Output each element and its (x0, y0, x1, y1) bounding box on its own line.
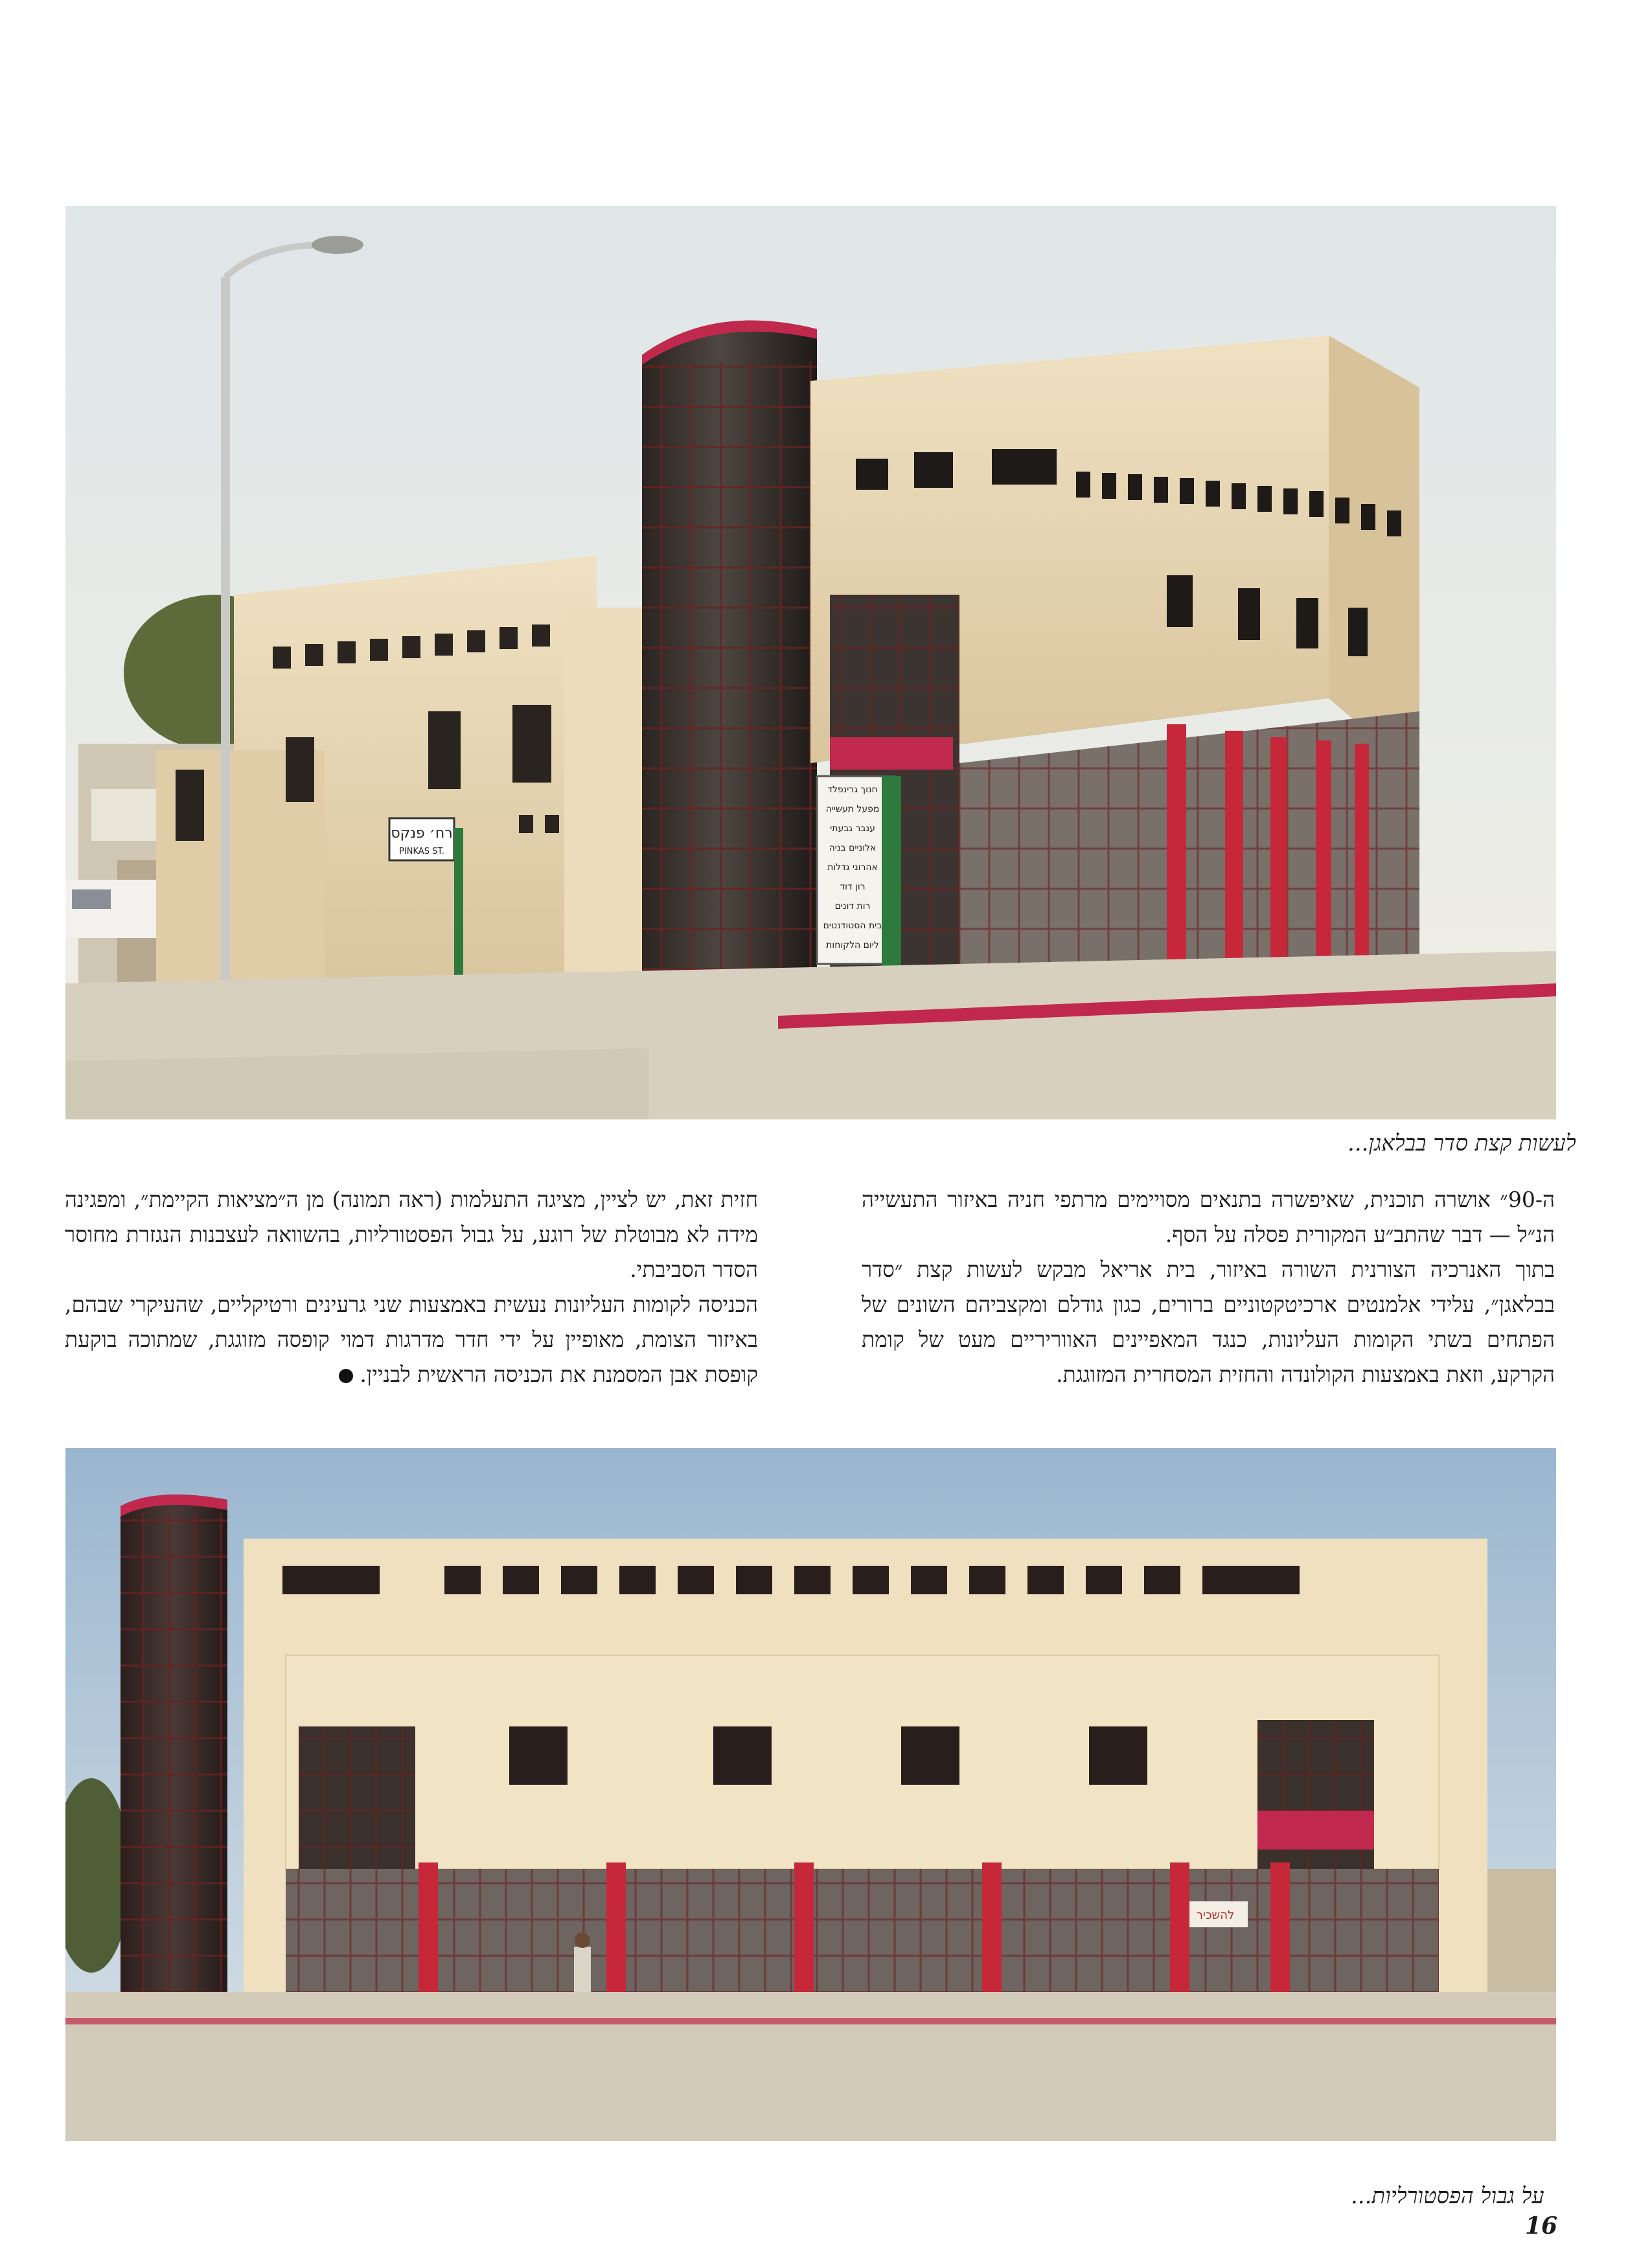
directory-entry: ענבר גבעתי (830, 823, 875, 834)
article-column-right (862, 1182, 1555, 1392)
directory-entry: חנוך גרינפלד (827, 785, 878, 795)
directory-entry: רון דוד (840, 882, 866, 892)
shop-sign-text: להשכיר (1196, 1908, 1235, 1922)
page-number: 16 (1525, 2212, 1558, 2240)
paragraph: הכניסה לקומות העליונות נעשית באמצעות שני גרעינים ורטיקליים, שהעיקרי שבהם, באיזור הצומת, מאופיין על ידי חדר מדרגות דמוי קופסה מזוגגת, שמתוכה בוקעת קופסת אבן המסמנת את הכניסה הראשית לבניין. (65, 1292, 758, 1387)
photo-building-corner-view (65, 206, 1556, 1119)
street-sign-en-text: PINKAS ST. (399, 847, 444, 856)
paragraph: חזית זאת, יש לציין, מציגה התעלמות (ראה תמונה) מן ה״מציאות הקיימת״, ומפגינה מידה לא מבוטלת של רוגע, על גבול הפסטורליות, בהשוואה לעצבנות הנגזרת מחוסר הסדר הסביבתי. (65, 1187, 758, 1282)
directory-entry: בית הסטודנטים (823, 921, 882, 931)
caption-bottom-photo: על גבול הפסטורליות... (1351, 2183, 1544, 2209)
photo-building-front-view (65, 1448, 1556, 2141)
directory-entry: אלוניים בניה (829, 843, 877, 853)
caption-top-photo: לעשות קצת סדר בבלאגן... (1348, 1130, 1576, 1156)
paragraph: בתוך האנרכיה הצורנית השורה באיזור, בית אריאל מבקש לעשות קצת ״סדר בבלאגן״, עלידי אלמנטים ארכיטקטוניים ברורים, כגון גודלם ומקצביהם השונים של הפתחים בשתי הקומות העליונות, כנגד המאפיינים האווריריים מעט של קומת הקרקע, וזאת באמצעות הקולונדה והחזית המסחרית המזוגגת. (862, 1257, 1555, 1387)
end-mark-icon (339, 1369, 353, 1383)
directory-entry: אהרוני גדלות (827, 862, 878, 873)
directory-entry: רות דונים (834, 901, 871, 911)
street-sign-text: רח׳ פנקס (391, 825, 453, 842)
directory-entry: ליום הלקוחות (826, 940, 879, 950)
directory-entry: מפעל תעשייה (825, 804, 880, 814)
article-column-left (65, 1182, 758, 1392)
paragraph: ה-90״ אושרה תוכנית, שאיפשרה בתנאים מסויימים מרתפי חניה באיזור התעשייה הנ״ל — דבר שהתב״ע המקורית פסלה על הסף. (862, 1187, 1555, 1247)
